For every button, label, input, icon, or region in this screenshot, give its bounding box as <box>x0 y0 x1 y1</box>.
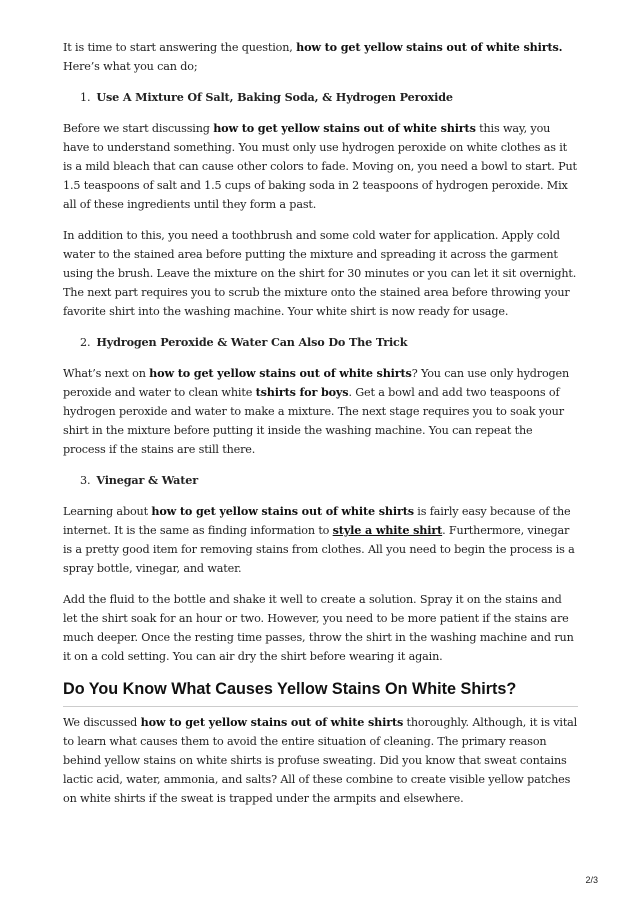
document-page <box>63 38 578 820</box>
keyword-bold: how to get yellow stains out of white shirts <box>149 366 412 380</box>
list-number: 3. <box>80 474 91 487</box>
keyword-bold: how to get yellow stains out of white shirts <box>151 504 414 518</box>
section-heading: Do You Know What Causes Yellow Stains On White Shirts? <box>63 678 578 707</box>
list-number: 1. <box>80 91 91 104</box>
list-heading-text: Use A Mixture Of Salt, Baking Soda, & Hydrogen Peroxide <box>96 90 453 104</box>
style-white-shirt-link[interactable]: style a white shirt <box>332 523 443 537</box>
keyword-bold: how to get yellow stains out of white shirts <box>213 121 476 135</box>
paragraph-peroxide-water: What’s next on how to get yellow stains out of white shirts? You can use only hydrogen peroxide and water to clean white tshirts for boys. Get a bowl and add two teaspoons of hydrogen peroxide and water to make a mixture. The next stage requires you to soak your shirt in the mixture before putting it inside the washing machine. You can repeat the process if the stains are still there. <box>63 366 570 456</box>
list-heading-text: Vinegar & Water <box>96 473 198 487</box>
numbered-heading-1 <box>80 88 578 107</box>
paragraph-salt-baking-soda: Before we start discussing how to get yellow stains out of white shirts this way, you have to understand something. You must only use hydrogen peroxide on white clothes as it is a mild bleach that can cause other colors to fade. Moving on, you need a bowl to start. Put 1.5 teaspoons of salt and 1.5 cups of baking soda in 2 teaspoons of hydrogen peroxide. Mix all of these ingredients until they form a past. <box>63 121 577 211</box>
paragraph-vinegar: Learning about how to get yellow stains out of white shirts is fairly easy because of the internet. It is the same as finding information to style a white shirt. Furthermore, vinegar is a pretty good item for removing stains from clothes. All you need to begin the process is a spray bottle, vinegar, and water. <box>63 504 575 575</box>
numbered-heading-3 <box>80 471 578 490</box>
paragraph-causes: We discussed how to get yellow stains out of white shirts thoroughly. Although, it is vital to learn what causes them to avoid the entire situation of cleaning. The primary reason behind yellow stains on white shirts is profuse sweating. Did you know that sweat contains lactic acid, water, ammonia, and salts? All of these combine to create visible yellow patches on white shirts if the sweat is trapped under the armpits and elsewhere. <box>63 715 578 805</box>
page-number: 2/3 <box>585 875 598 885</box>
keyword-bold: how to get yellow stains out of white shirts <box>140 715 404 729</box>
list-number: 2. <box>80 336 91 349</box>
paragraph-spray-solution: Add the fluid to the bottle and shake it well to create a solution. Spray it on the stains and let the shirt soak for an hour or two. However, you need to be more patient if the stains are much deeper. Once the resting time passes, throw the shirt in the washing machine and run it on a cold setting. You can air dry the shirt before wearing it again. <box>63 593 574 663</box>
paragraph-application: In addition to this, you need a toothbrush and some cold water for application. Apply cold water to the stained area before putting the mixture and spreading it across the garment using the brush. Leave the mixture on the shirt for 30 minutes or you can let it sit overnight. The next part requires you to scrub the mixture onto the stained area before throwing your favorite shirt into the washing machine. Your white shirt is now ready for usage. <box>63 229 577 318</box>
list-heading-text: Hydrogen Peroxide & Water Can Also Do The Trick <box>96 335 408 349</box>
intro-paragraph: It is time to start answering the question, how to get yellow stains out of white shirts. Here’s what you can do; <box>63 40 563 73</box>
keyword-bold: how to get yellow stains out of white shirts. <box>296 40 563 54</box>
keyword-bold: tshirts for boys <box>255 385 349 399</box>
numbered-heading-2 <box>80 333 578 352</box>
